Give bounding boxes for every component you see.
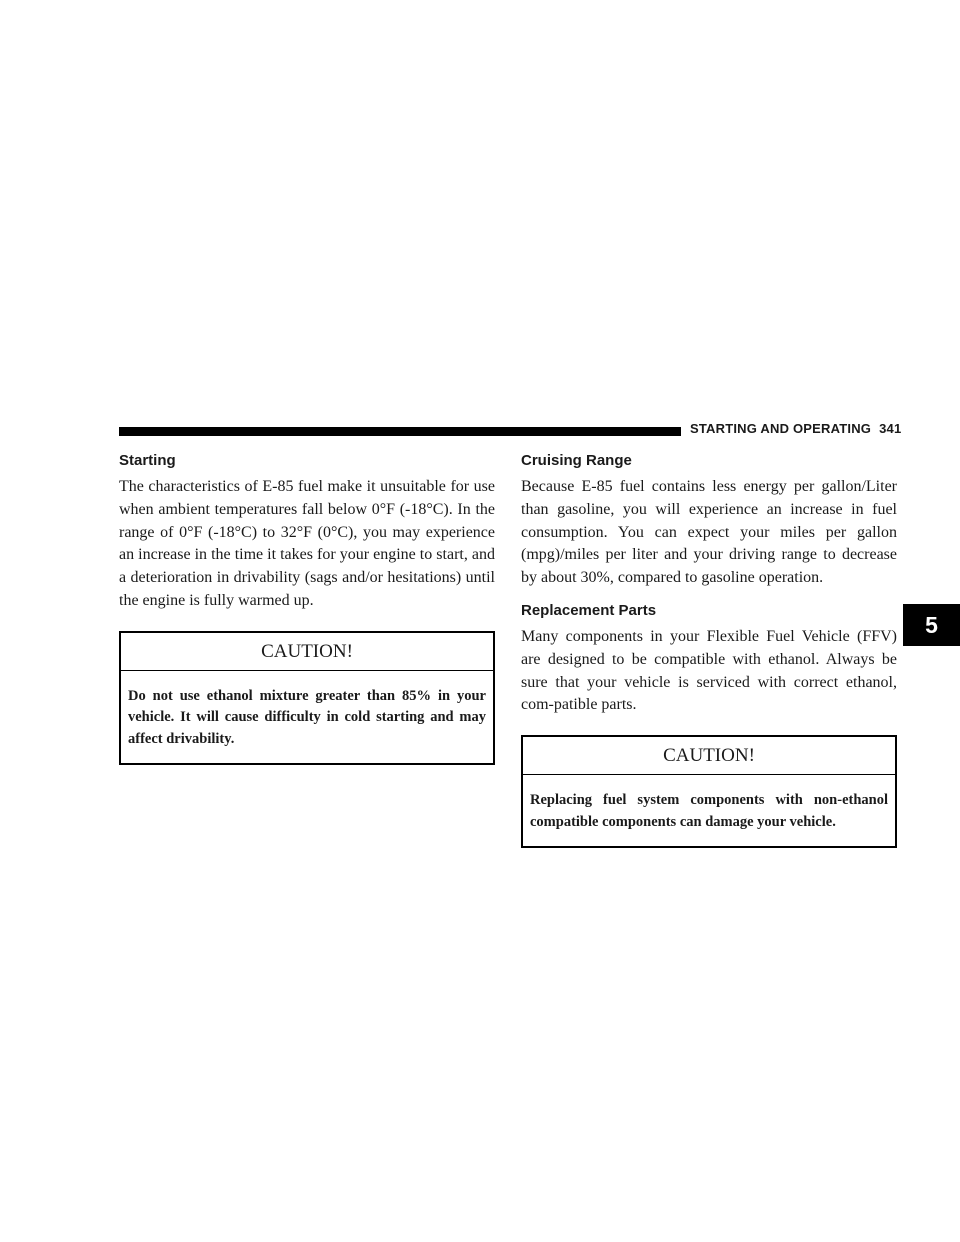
page-number: 341	[879, 421, 902, 436]
caution-box-replacement	[521, 735, 897, 848]
right-column	[521, 452, 897, 848]
caution-title: CAUTION!	[523, 737, 895, 775]
section-title: STARTING AND OPERATING	[690, 421, 872, 436]
header-rule	[119, 427, 681, 436]
caution-title: CAUTION!	[121, 633, 493, 671]
cruising-range-paragraph: Because E-85 fuel contains less energy per gallon/Liter than gasoline, you will experience an increase in fuel consumption. You can expect your miles per gallon (mpg)/miles per liter and your driving range to decrease by about 30%, compared to gasoline operation.	[521, 478, 897, 587]
left-column	[119, 452, 495, 765]
replacement-parts-paragraph: Many components in your Flexible Fuel Vehicle (FFV) are designed to be compatible with ethanol. Always be sure that your vehicle is serviced with correct ethanol, com-patible parts.	[521, 627, 897, 714]
caution-text: Do not use ethanol mixture greater than 85% in your vehicle. It will cause difficulty in cold starting and may affect drivability.	[128, 687, 486, 747]
chapter-tab: 5	[903, 604, 960, 646]
cruising-range-heading: Cruising Range	[521, 452, 632, 469]
replacement-parts-heading: Replacement Parts	[521, 601, 657, 619]
starting-paragraph: The characteristics of E-85 fuel make it unsuitable for use when ambient temperatures fall below 0°F (-18°C). In the range of 0°F (-18°C) to 32°F (0°C), you may experience an increase in the time it takes for your engine to start, and a deterioration in drivability (sags and/or hesitations) until the engine is fully warmed up.	[119, 478, 495, 609]
caution-text: Replacing fuel system components with non-ethanol compatible components can damage your vehicle.	[530, 792, 888, 830]
starting-heading: Starting	[119, 452, 176, 469]
running-header	[690, 421, 901, 436]
caution-box-cold-start	[119, 631, 495, 766]
